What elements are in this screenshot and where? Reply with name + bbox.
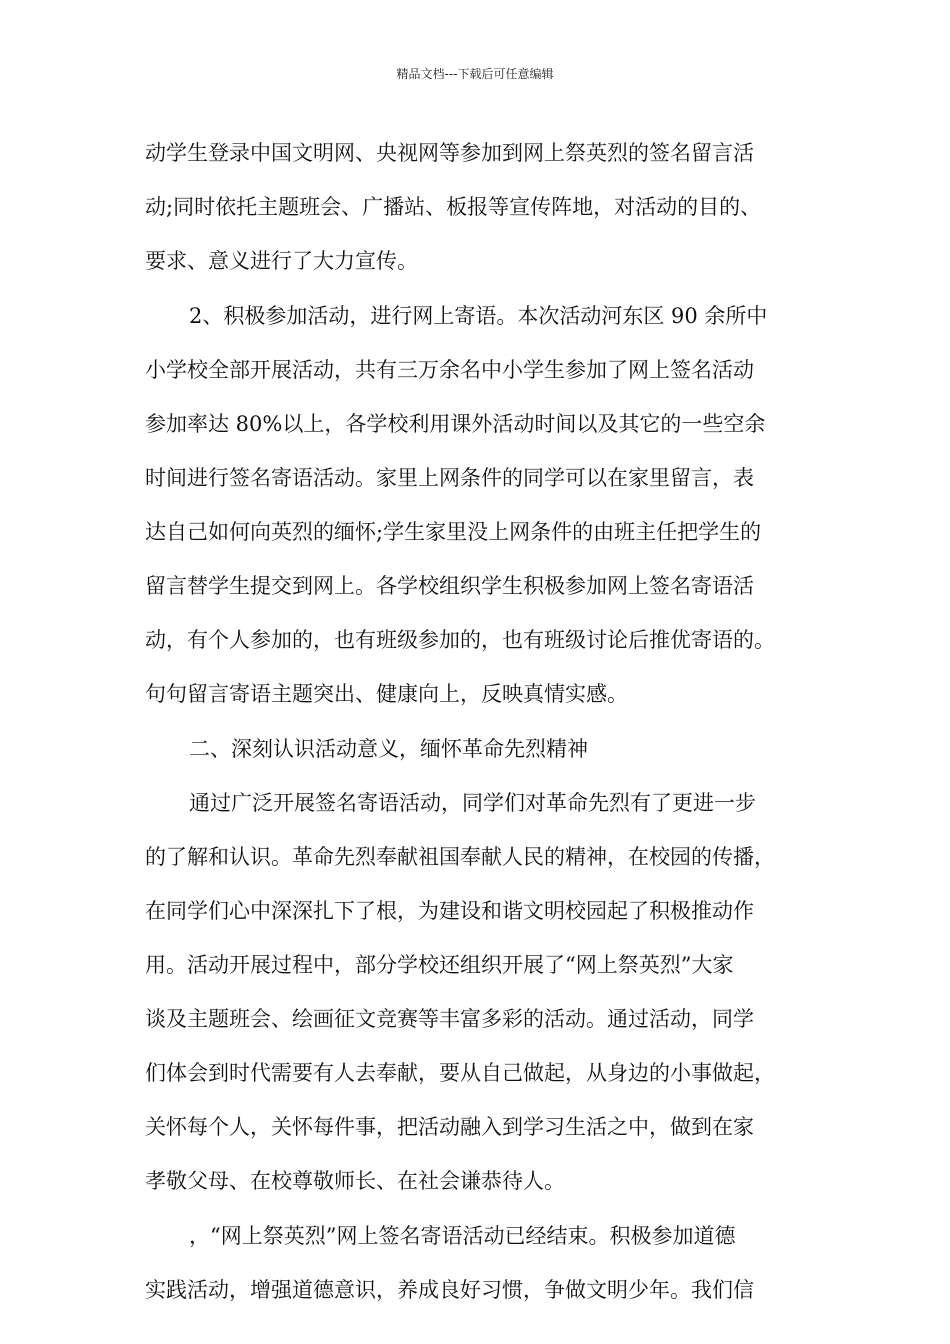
section-heading: 二、深刻认识活动意义，缅怀革命先烈精神 (189, 737, 588, 761)
paragraph-line: 实践活动，增强道德意识，养成良好习惯，争做文明少年。我们信 (145, 1278, 754, 1302)
paragraph-line: 们体会到时代需要有人去奉献，要从自己做起，从身边的小事做起， (145, 1061, 775, 1085)
paragraph-line: ，“网上祭英烈”网上签名寄语活动已经结束。积极参加道德 (189, 1224, 736, 1248)
paragraph-line: 时间进行签名寄语活动。家里上网条件的同学可以在家里留言，表 (145, 466, 754, 490)
paragraph-line: 留言替学生提交到网上。各学校组织学生积极参加网上签名寄语活 (145, 574, 754, 598)
paragraph-line: 句句留言寄语主题突出、健康向上，反映真情实感。 (145, 682, 628, 706)
paragraph-line: 达自己如何向英烈的缅怀;学生家里没上网条件的由班主任把学生的 (145, 520, 762, 544)
paragraph-line: 关怀每个人，关怀每件事，把活动融入到学习生活之中，做到在家 (145, 1115, 754, 1139)
paragraph-line: 在同学们心中深深扎下了根，为建设和谐文明校园起了积极推动作 (145, 899, 754, 923)
paragraph-line: 要求、意义进行了大力宣传。 (145, 249, 418, 273)
paragraph-line: 2、积极参加活动，进行网上寄语。本次活动河东区 90 余所中 (189, 304, 768, 328)
paragraph-line: 谈及主题班会、绘画征文竞赛等丰富多彩的活动。通过活动，同学 (145, 1007, 754, 1031)
paragraph-line: 小学校全部开展活动，共有三万余名中小学生参加了网上签名活动 (145, 358, 754, 382)
paragraph-line: 参加率达 80%以上，各学校利用课外活动时间以及其它的一些空余 (145, 412, 766, 436)
paragraph-line: 动;同时依托主题班会、广播站、板报等宣传阵地，对活动的目的、 (145, 195, 762, 219)
paragraph-line: 用。活动开展过程中，部分学校还组织开展了“网上祭英烈”大家 (145, 953, 734, 977)
paragraph-line: 动学生登录中国文明网、央视网等参加到网上祭英烈的签名留言活 (145, 141, 754, 165)
paragraph-line: 动，有个人参加的，也有班级参加的，也有班级讨论后推优寄语的。 (145, 628, 775, 652)
paragraph-line: 孝敬父母、在校尊敬师长、在社会谦恭待人。 (145, 1169, 565, 1193)
paragraph-line: 通过广泛开展签名寄语活动，同学们对革命先烈有了更进一步 (189, 791, 756, 815)
page-header: 精品文档---下载后可任意编辑 (396, 67, 554, 81)
paragraph-line: 的了解和认识。革命先烈奉献祖国奉献人民的精神，在校园的传播， (145, 845, 775, 869)
